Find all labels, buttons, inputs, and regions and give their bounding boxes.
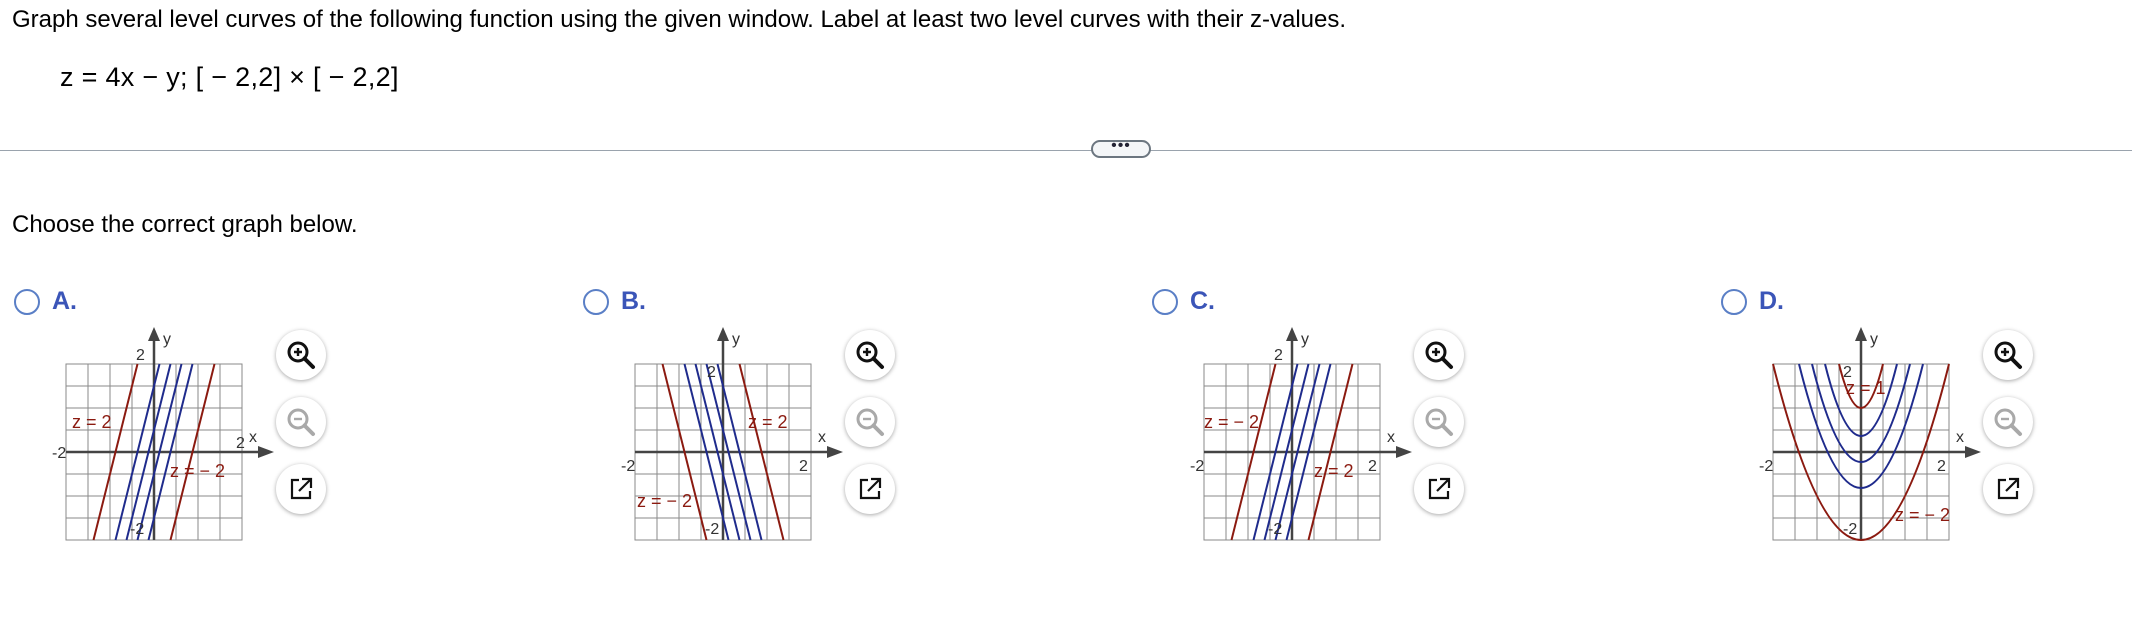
zoom-in-icon (854, 339, 886, 371)
ymax-label-c: 2 (1274, 347, 1283, 364)
ymax-label-d: 2 (1843, 364, 1852, 381)
popout-button-a[interactable] (276, 464, 326, 514)
ymax-label-a: 2 (136, 347, 145, 364)
curve-label-d-1: z = 1 (1846, 378, 1886, 398)
option-d (1721, 283, 2132, 583)
level-curves-plot-b (621, 327, 826, 547)
zoom-in-button-c[interactable] (1414, 330, 1464, 380)
x-axis-label-a: x (249, 429, 257, 446)
xmin-label-b: -2 (621, 458, 636, 475)
option-c-radio[interactable] (1152, 289, 1178, 315)
zoom-out-icon (1423, 406, 1455, 438)
section-divider (0, 150, 2132, 151)
expand-more-button[interactable] (1091, 137, 1151, 158)
y-axis-label-d: y (1870, 331, 1878, 348)
option-c-label[interactable]: C. (1190, 287, 1215, 315)
option-a (14, 283, 574, 583)
curve-label-a-2: z = − 2 (170, 461, 226, 481)
xmin-label-d: -2 (1759, 458, 1774, 475)
function-formula: z = 4x − y; [ − 2,2] × [ − 2,2] (60, 62, 399, 92)
xmin-label-c: -2 (1190, 458, 1205, 475)
zoom-in-icon (1992, 339, 2024, 371)
curve-label-b-1: z = 2 (748, 412, 788, 432)
ymin-label-d: -2 (1843, 521, 1858, 538)
curve-label-d-2: z = − 2 (1895, 505, 1951, 525)
zoom-out-icon (1992, 406, 2024, 438)
zoom-out-icon (285, 406, 317, 438)
zoom-out-button-a[interactable] (276, 397, 326, 447)
question-instruction: Graph several level curves of the following function using the given window. Label at least two level curves with their z-values. (12, 6, 1347, 33)
zoom-out-button-d[interactable] (1983, 397, 2033, 447)
axes-c (1204, 327, 1412, 540)
zoom-out-button-b[interactable] (845, 397, 895, 447)
option-a-graph (52, 327, 257, 547)
popout-icon (1425, 475, 1453, 503)
zoom-in-button-d[interactable] (1983, 330, 2033, 380)
ymax-label-b: 2 (707, 364, 716, 381)
ymin-label-b: -2 (705, 521, 720, 538)
ymin-label-c: -2 (1268, 521, 1283, 538)
level-curves-plot-a (52, 327, 257, 547)
option-b (583, 283, 1143, 583)
xmax-label-c: 2 (1368, 458, 1377, 475)
curve-label-b-2: z = − 2 (637, 491, 693, 511)
option-d-label[interactable]: D. (1759, 287, 1784, 315)
x-axis-label-b: x (818, 429, 826, 446)
x-axis-label-d: x (1956, 429, 1964, 446)
xmax-label-b: 2 (799, 458, 808, 475)
zoom-in-button-b[interactable] (845, 330, 895, 380)
option-b-radio[interactable] (583, 289, 609, 315)
option-b-label[interactable]: B. (621, 287, 646, 315)
xmax-label-d: 2 (1937, 458, 1946, 475)
level-curves-plot-c (1190, 327, 1395, 547)
option-b-graph (621, 327, 826, 547)
x-axis-label-c: x (1387, 429, 1395, 446)
zoom-out-button-c[interactable] (1414, 397, 1464, 447)
more-dots-icon: ••• (1111, 137, 1131, 154)
option-d-graph (1759, 327, 1964, 547)
zoom-in-icon (1423, 339, 1455, 371)
y-axis-label-a: y (163, 331, 171, 348)
xmin-label-a: -2 (52, 445, 67, 462)
curve-label-c-1: z = − 2 (1204, 412, 1260, 432)
option-c-graph (1190, 327, 1395, 547)
choose-graph-prompt: Choose the correct graph below. (12, 211, 358, 238)
axes-a (66, 327, 274, 540)
curve-label-c-2: z = 2 (1314, 461, 1354, 481)
zoom-in-icon (285, 339, 317, 371)
ymin-label-a: -2 (130, 521, 145, 538)
option-a-radio[interactable] (14, 289, 40, 315)
zoom-in-button-a[interactable] (276, 330, 326, 380)
y-axis-label-c: y (1301, 331, 1309, 348)
level-curves-plot-d (1759, 327, 1964, 547)
xmax-label-a: 2 (236, 435, 245, 452)
popout-icon (1994, 475, 2022, 503)
popout-button-c[interactable] (1414, 464, 1464, 514)
popout-button-d[interactable] (1983, 464, 2033, 514)
popout-icon (856, 475, 884, 503)
popout-icon (287, 475, 315, 503)
curve-label-a-1: z = 2 (72, 412, 112, 432)
y-axis-label-b: y (732, 331, 740, 348)
popout-button-b[interactable] (845, 464, 895, 514)
option-d-radio[interactable] (1721, 289, 1747, 315)
option-a-label[interactable]: A. (52, 287, 77, 315)
option-c (1152, 283, 1712, 583)
zoom-out-icon (854, 406, 886, 438)
